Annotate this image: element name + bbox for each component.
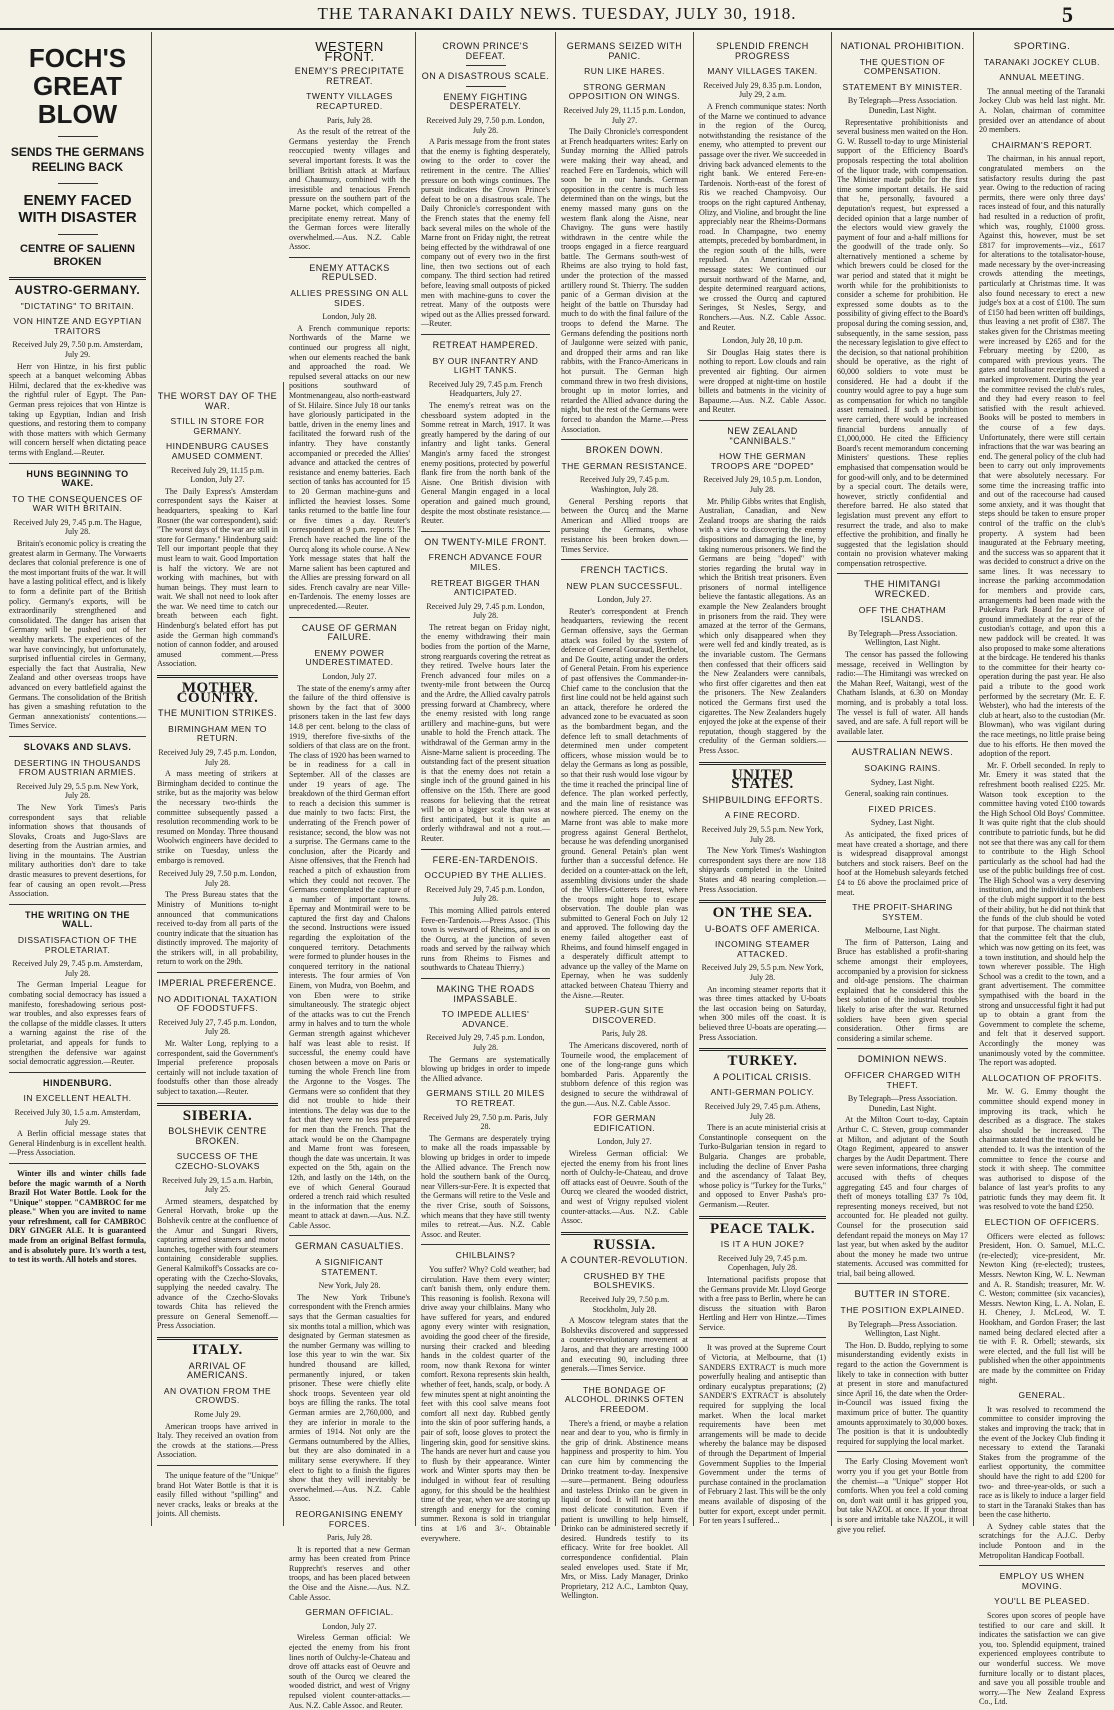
headline-splendid-progress: SPLENDID FRENCH PROGRESS — [716, 41, 809, 61]
subhead-bolshevik: SUCCESS OF THE CZECHO-SLOVAKS — [175, 1151, 260, 1171]
subhead-allocation: ALLOCATION OF PROFITS. — [982, 1072, 1102, 1083]
dateline: Received July 29, 7.45 p.m. London, July 28. — [158, 748, 277, 767]
dateline: Melbourne, Last Night. — [864, 926, 941, 936]
subhead-soaking: SOAKING RAINS. — [864, 762, 941, 773]
dateline: Received July 29, 11.15 p.m. London, July 27. — [170, 465, 265, 485]
subhead-resistance: THE GERMAN RESISTANCE. — [561, 460, 688, 471]
article-text: Armed steamers, despatched by General Horvath, broke up the Bolshevik centre at the confluence of the Amur and Sungari Rivers, capturing armed steamers and motor launches, together with four steamers containing considerable supplies. General Kalmikoff's Cossacks are co-operating with the Czecho-Slovaks, supplying the needed cavalry. The advance of the Czecho-Slovaks towards Chita has relieved the pressure on General Semenoff.—Press Association. — [157, 1196, 278, 1331]
subhead-officer-theft: OFFICER CHARGED WITH THEFT. — [844, 1070, 961, 1090]
subhead-villages-taken: MANY VILLAGES TAKEN. — [707, 66, 818, 77]
article-text: Representative prohibitionists and several business men waited on the Hon. G. W. Russell to-day to urge Ministerial support of the Efficiency Board's proposals respecting the total abolition of the liquor trade, with compensation. The Minister made public for the first time some important details. He said that he, personally, favoured a deputation's request, but expressed a decided opinion that a large number of the electors would view gravely the payment of four and a-half millions for the goodwill of the trade only. So alternatively mentioned a scheme by which brewers could be closed for the war period and stated that it might be worth while for the prohibitionists to consider a scheme for prohibition. He expressed some doubts as to the possibility of giving effect to the Board's proposal during the coming session, and, subsequently, in the same session, pass the necessary legislation to give effect to the decision, so that national prohibition should be operative, as the right of 60,000 soldiers to vote must be considered. He had a doubt if the country would agree to pay a huge sum as compensation for which no tangible asset remained. If such a prohibition were carried, there would be increased financial burdens annually of £1,000,000. He cited the Efficiency Board's recent memorandum concerning Ministers' questions. These replies emphasised that compensation would be for good-will only, and to be determined by a special court. The details were, however, strictly confidential and therefore barred. He also stated that legislation must prevent any effort to resurrect the trade, and also to make effective the prohibition, and finally he suggested that the legislation should contain no provision whatever making compensation retrospective. — [837, 117, 968, 568]
subhead-steamer: INCOMING STEAMER ATTACKED. — [715, 939, 810, 959]
section-siberia: SIBERIA. — [182, 1107, 253, 1124]
subhead-munition: BIRMINGHAM MEN TO RETURN. — [168, 723, 267, 744]
article-text: As anticipated, the fixed prices of meat have created a shortage, and there is widespread disapproval amongst butchers and stock raisers. Beef on the hoof at the Homebush saleyards fetched £4 to £6 above the proclaimed price of meat. — [837, 829, 968, 897]
dateline: Received July 29, 7.45 p.m. French Headquarters, July 27. — [428, 379, 543, 399]
dateline: Received July 29, 7.45 p.m. The Hague, July 28. — [13, 517, 142, 537]
article-text: A Moscow telegram states that the Bolsheviks discovered and suppressed a counter-revolutionary movement at Jaros, and that they are arresting 1000 and executing 90, including three generals.—Times Service. — [561, 1316, 688, 1374]
section-turkey: TURKEY. — [727, 1053, 798, 1070]
subhead-fine-record: A FINE RECORD. — [724, 810, 801, 821]
dateline: Received July 29, 5.5 p.m. New York, July 28. — [701, 824, 824, 844]
subhead-writing: DISSATISFACTION OF THE PROLETARIAT. — [17, 935, 138, 955]
dateline: By Telegraph—Press Association. Wellington, Last Night. — [847, 628, 958, 648]
article-text: The New York Times's Washington correspondent says there are now 118 shipyards completed in the United States and 48 nearing completion.—Press Association. — [699, 846, 826, 894]
dateline: Received July 29, 7.45 p.m. Copenhagen, July 28. — [717, 1253, 808, 1273]
dateline: Paris, July 28. — [326, 1533, 373, 1543]
article-text: It was resolved to recommend the committee to consider improving the stakes and improving the track; that in the event of the Jockey Club finding it necessary to extend the Taranaki Stakes from the programme of the earliest opportunity, the committee should have the right to add £200 for two- and three-year-olds, or such a race as is likely to induce a larger field to start in the Taranaki Stakes than has been the case hitherto. — [979, 1404, 1105, 1520]
headline-fochs-great-blow: FOCH'S GREAT BLOW — [28, 43, 127, 129]
subhead-imperial: NO ADDITIONAL TAXATION OF FOODSTUFFS. — [157, 993, 278, 1014]
column-6 — [694, 32, 832, 1526]
headline-counter-revolution: A COUNTER-REVOLUTION. — [561, 1255, 689, 1266]
headline-german-official: GERMAN OFFICIAL. — [305, 1607, 394, 1618]
subhead-annual-meeting: ANNUAL MEETING. — [999, 72, 1085, 83]
article-text: Reuter's correspondent at French headquarters, reviewing the recent German offensive, says the German attack was foiled by the system of defence of General Gouraud, Berthelot, and De Goutte, acting under the orders of General Petain. From his experience of past offensives the Commander-in-Chief came to the conclusion that the first line could not be held against such an attack, therefore he ordered the advanced zone to be evacuated as soon as the bombardment began, and the defence left to small detachments of determined men under competent officers, whose mission would be to delay the Germans as long as possible, so that their rush would lose vigour by the time it reached the principal line of defence. The plan worked perfectly, and the main line of resistance was nowhere pierced. The enemy on the Marne front was able to make more progress against General Berthelot, because he was defending unorganised ground. General Petain's plan went further than a successful defence. He decided on a counter-attack on the left, assembling divisions under the shade of the Villers-Cotterets forest, where the troops might hope to escape observation. The double plan was submitted to General Foch on July 12 and approved. The following day the enemy failed altogether east of Rheims, and found himself engaged in a desperately difficult attempt to advance up the valley of the Marne on Epernay, when he was suddenly attacked between Chateau Thierry and the Aisne.—Reuter. — [561, 606, 688, 1000]
article-text: The chairman, in his annual report, congratulated members on the satisfactory results during the past year. Owing to the reduction of racing permits, there were only three days' races instead of four, and this naturally had resulted in a reduction of profit, which was, roughly, £1000 gross. Against this, however, must be set £817 for improvements—viz., £617 for alterations to the totalisator-house, made necessary by the over-increasing crowds attending the meetings, particularly at Christmas time. It was also found necessary to erect a new judge's box at a cost of £100. The sum of £150 had been written off buildings, thus leaving a net profit of £387. The stakes given for the Christmas meeting were increased by £265 and for the February meeting by £200, as compared with previous years. The gates and totalisator receipts showed a marked improvement. During the year the committee revised the club's rules, and they had every reason to feel satisfied with the result achieved. Books will be posted to members in the course of a few days. Unfortunately, there were still certain infractions that the war was bearing an end. The general policy of the club had been to carry out only improvements that were absolutely necessary. For some time the increasing traffic into and out of the racecourse had caused some anxiety, and it was thought that steps should be taken to ensure proper control of the traffic on the club's property. A system had been inaugurated at the February meeting, and the success was so apparent that it was decided to construct a drive on the same lines. It was necessary to increase the parking accommodation for members and provide cars, arrangements had been made with the Pukekura Park Board for a piece of ground immediately at the rear of the custodian's cottage, and upon this a new paddock will be created. It was also proposed to make some alterations at the birdcage. He tendered his thanks to the committee for their hearty co-operation during the past year. He also paid a tribute to the good work performed by the secretary (Mr. E. F. Webster), who had the interests of the club at heart, also to the custodian (Mr. Blowman), who was vigilant during the race meetings, no little praise being due to his efforts. He then moved the adoption of the report. — [979, 154, 1105, 759]
headline-cannibals: NEW ZEALAND "CANNIBALS." — [727, 425, 798, 446]
section-italy: ITALY. — [192, 1342, 243, 1359]
subhead-dictating: "DICTATING" TO BRITAIN. — [20, 300, 135, 311]
dateline: Received July 29, 7.45 p.m. Washington, July 28. — [579, 475, 670, 494]
subhead-bigger: RETREAT BIGGER THAN ANTICIPATED. — [430, 577, 541, 598]
dateline: Received July 29, 7.45 p.m. London, July 28. — [426, 1033, 545, 1053]
dateline: Received July 29, 7.50 p.m. Paris, July 28. — [423, 1112, 548, 1132]
column-8 — [974, 32, 1110, 1707]
headline-fighting-desperately: ENEMY FIGHTING DESPERATELY. — [443, 91, 528, 112]
headline-dominion-news: DOMINION NEWS. — [857, 1054, 948, 1066]
article-text: A French communique reports: Northwards of the Marne we continued our progress all night, when our elements reached the bank and approached the road. We repulsed several attacks on our new positions southward of Montmenangeau, also north-eastward of St. Hilaire. Since July 18 our tanks have gloriously participated in the battle, driven in the enemy lines and facilitated the forward rush of the infantry. They have constantly accompanied or preceded the Allies' advance and attacked the centres of resistance and enemy batteries. Each section of tanks has accounted for 15 to 20 German machine-guns and inflicted the heaviest losses. Some tanks returned to the battle line four or five times a day. Reuter's correspondent at 9 p.m. reports: The French have reached the line of the Ourcq along its whole course. A New York message states that half the Marne salient has been captured and the Allies are pressing forward on all sides. French cavalry are near Ville-en-Tardenois. The enemy losses are unprecedented.—Reuter. — [289, 323, 410, 612]
section-peace-talk: PEACE TALK. — [710, 1220, 815, 1237]
subhead-wings: STRONG GERMAN OPPOSITION ON WINGS. — [568, 81, 681, 102]
article-text: The Hon. D. Buddo, replying to some misunderstanding evidently exists in regard to the action the Government is likely to take in connection with butter at present in store and manufactured since April 16, the date when the Order-in-Council was issued fixing the maximum price of butter. The quantity amounts approximately to 30,000 boxes. The position is that it is undoubtedly required for supplying the local market. — [837, 1340, 968, 1446]
section-austro-germany: AUSTRO-GERMANY. — [14, 283, 141, 297]
subhead-anti-german: ANTI-GERMAN POLICY. — [710, 1087, 815, 1098]
headline-writing: THE WRITING ON THE WALL. — [25, 909, 130, 930]
article-text: A Paris message from the front states that the enemy is fighting desperately, owing to the order to cover the retirement in the centre. The Allies' pressure on both wings continues. The pursuit indicates the Crown Prince's defeat to be on a disastrous scale. The Daily Chronicle's correspondent with the French states that the enemy fell back several miles on the whole of the Marne front on Friday night, the retreat being effected by the withdrawal of one company out of every two in the first line, then two sections out of each company. The third section had retired before, leaving small outposts of picked men with machine-guns to cover the retreat. Many of the outposts were wiped out as the Allies pressed forward.—Reuter. — [421, 137, 550, 329]
dateline: Received July 29, 7.45 p.m. Amsterdam, July 28. — [12, 959, 143, 978]
dateline: Received July 29, 11.15 p.m. London, July 27. — [563, 105, 686, 125]
article-text: The New York Times's Paris correspondent says that reliable information shows that thousands of Slovaks, Croats and Jugo-Slavs are deserting from the Austrian armies, and living in the mountains. The Austrian military authorities don't dare to take drastic measures to prevent desertions, for fear of causing an open revolt.—Press Association. — [9, 802, 146, 899]
dateline: Paris, July 28. — [326, 115, 373, 125]
headline-centre-broken: CENTRE OF SALIENN BROKEN — [20, 243, 135, 268]
subhead-chairmans-report: CHAIRMAN'S REPORT. — [991, 139, 1093, 150]
headline-enemy-disaster: ENEMY FACED WITH DISASTER — [18, 192, 137, 226]
headline-edification: FOR GERMAN EDIFICATION. — [593, 1113, 656, 1133]
subhead-fixed-prices: FIXED PRICES. — [868, 803, 937, 814]
headline-himitangi: THE HIMITANGI WRECKED. — [864, 579, 941, 601]
article-text: It is reported that a new German army has been created from Prince Rupprecht's reserves and other troops, and has been placed between the Oise and the Aisne.—Aus. N.Z. Cable Assoc. — [289, 1544, 410, 1602]
subhead-impede: TO IMPEDE ALLIES' ADVANCE. — [441, 1009, 530, 1029]
dateline: Received July 27, 7.45 p.m. London, July 28. — [158, 1017, 277, 1037]
headline-retreat-hampered: RETREAT HAMPERED. — [432, 340, 539, 351]
subhead-jockey-club: TARANAKI JOCKEY CLUB. — [984, 56, 1100, 67]
headline-slovaks: SLOVAKS AND SLAVS. — [23, 741, 132, 752]
dateline: By Telegraph—Press Association. Dunedin, Last Night. — [847, 1094, 958, 1113]
article-text: The Daily Express's Amsterdam correspondent says the Kaiser at headquarters, speaking to Karl Rosner (the war correspondent), said: "The worst days of the war are still in store for Germany." Hindenburg said: Tell our important people that they must learn to wait. Good Importation is half the victory. We are not working with machines, but with human beings. They must learn to wait. We shall not need to look after the war. We need time to catch our breath between each fight. Hindenburg's belated effort has put aside the German high command's notion of cannon fodder, and aroused amused comment.—Press Association. — [157, 486, 278, 669]
headline-imperial: IMPERIAL PREFERENCE. — [158, 978, 277, 989]
dateline: Received July 29, 7.50 p.m. London, July 28. — [158, 869, 277, 888]
headline-twenty-mile: ON TWENTY-MILE FRONT. — [424, 536, 547, 547]
article-text: The New York Tribune's correspondent with the French armies says that the German casualties for six months total a million, which was designated by German statesmen as the number Germany was willing to lose this year to win the war. Six hundred thousand are killed, permanently injured, or taken prisoner. These were chiefly elite shock troops. Seventeen year old boys are filling the ranks. The total German armies are 2,760,000, and they are inferior in morale to the armies of 1914. Not only are the Germans outnumbered by the Allies, but they are also dominated in a military sense everywhere. If they elect to fight to a finish the figures show that they will inevitably be overwhelmed.—Aus. N.Z. Cable Assoc. — [289, 1292, 410, 1504]
article-text: Wireless German official: We ejected the enemy from his front lines north of Oulchy-le-Chateau and drove off attacks east of Oeuvre and south of the Ourcq we cleared the wooded district, and west of Vrigny repulsed violent counter-attacks.—Aus. N.Z. Cable Assoc. and Reuter. — [289, 1633, 410, 1710]
headline-attacks-repulsed: ENEMY ATTACKS REPULSED. — [309, 262, 390, 283]
headline-cause-failure: CAUSE OF GERMAN FAILURE. — [301, 622, 398, 643]
advertisement-text: The Early Closing Movement won't worry you if you get your Bottle from the chemist—a "Unique" stopper Hot comforts. When you feel a cold coming on, don't wait until it has gripped you, but take NAZOL at once. If your throat is sore and irritable take NAZOL, it will give you relief. — [837, 1457, 968, 1534]
dateline: Received July 29, 1.5 a.m. Harbin, July 25. — [161, 1175, 274, 1195]
article-text: The Americans discovered, north of Tourneile wood, the emplacement of one of the long-range guns which bombarded Paris. Apparently the stubborn defence of this region was designed to secure the withdrawal of the gun.—Aus. N.Z. Cable Assoc. — [561, 1041, 688, 1108]
dateline: Received July 29, 7.45 p.m. London, July 28. — [426, 884, 545, 904]
headline-super-gun: SUPER-GUN SITE DISCOVERED. — [584, 1005, 665, 1025]
headline-sporting: SPORTING. — [1013, 41, 1071, 52]
article-text: The Germans are systematically blowing up bridges in order to impede the Allied advance. — [421, 1054, 550, 1083]
dateline: Sydney, Last Night. — [870, 818, 935, 828]
headline-bolshevik: BOLSHEVIK CENTRE BROKEN. — [168, 1126, 267, 1146]
column-1 — [4, 32, 152, 1526]
subhead-chatham: OFF THE CHATHAM ISLANDS. — [858, 604, 947, 625]
subhead-compensation: THE QUESTION OF COMPENSATION. — [859, 56, 946, 77]
advertisement-text: You suffer? Why? Cold weather; bad circulation. Have them every winter; can't banish them, only endure them. This reasoning is foolish. Rexona will drive away your chilblains. Many who have suffered for years, and endured agony every winter with resignation, avoiding the good cheer of the fireside, nursing their cracked and bleeding hands in the coldest quarter of the room, now thank Rexona for winter comfort. Rexona represents skin health, whether of feet, hands, scalp, or body. A few minutes spent at night anointing the feet with this cool salve means foot comfort all next day. Rubbed gently into the skin of poor suffering hands, a pair of soft, loose gloves to protect the lingering skin, good for sensitive skins. The hands are never hurt and cause you to flush by their appearance. Winter work and Winter sports may then be indulged in without fear of resulting agony, for this should be the healthiest time of the year, when we are storing up strength and energy for the coming summer. Rexona is sold in triangular tins at 1/6 and 3/-. Obtainable everywhere. — [421, 1264, 550, 1543]
subhead-profit-sharing: THE PROFIT-SHARING SYSTEM. — [852, 902, 953, 922]
article-text: General Pershing reports that between the Ourcq and the Marne American and Allied troops are pursuing the Germans, whose resistance his been broken down.—Times Service. — [561, 496, 688, 554]
subhead-general: GENERAL. — [1018, 1390, 1066, 1401]
article-text: As the result of the retreat of the Germans yesterday the French reoccupied twenty villages and several important forests. It was the brilliant British attack at Marfaux and Chaumuzy, combined with the irresistible and tenacious French pressure on the southern part of the Marne pocket, which compelled a precipitate enemy retreat. Many of the German forces were literally overwhelmed.—Aus. N.Z. Cable Assoc. — [289, 127, 410, 252]
headline-arrival: ARRIVAL OF AMERICANS. — [186, 1360, 248, 1381]
article-text: The firm of Patterson, Laing and Bruce has established a profit-sharing scheme amongst their employees, accompanied by a provision for sickness and old-age pensions. The chairman explained that he considered this the best solution of the industrial troubles likely to arise after the war. Returned soldiers have been given special consideration. Other firms are considering a similar scheme. — [837, 937, 968, 1043]
headline-prohibition: NATIONAL PROHIBITION. — [840, 41, 965, 52]
article-text: This morning Allied patrols entered Fere-en-Tardenois.—Press Assoc. (This town is westward of Rheims, and is on the Ourcq, at the junction of seven roads and served by the railway which runs from Rheims to Fismes and southwards to Chateau Thierry.) — [421, 905, 550, 973]
subhead-hindenburg-comment: HINDENBURG CAUSES AMUSED COMMENT. — [166, 441, 269, 461]
subhead-election: ELECTION OF OFFICERS. — [984, 1217, 1100, 1228]
dateline: Rome July 29. — [194, 1410, 241, 1420]
article-text: A Sydney cable states that the scratchings for the A.J.C. Derby include Pontoon and in the Metropolitan Handicap Football. — [979, 1521, 1105, 1560]
section-on-the-sea: ON THE SEA. — [712, 905, 813, 922]
headline-fere: FERE-EN-TARDENOIS. — [432, 854, 539, 865]
subhead-worst: STILL IN STORE FOR GERMANY. — [170, 416, 265, 436]
subhead-crushed: CRUSHED BY THE BOLSHEVIKS. — [583, 1270, 666, 1291]
dateline: London, July 27. — [322, 672, 377, 682]
article-text: Mr. Walter Long, replying to a correspondent, said the Government's Imperial preference proposals certainly will not include taxation of foodstuffs other than those already subject to taxation.—Reuter. — [157, 1039, 278, 1096]
column-2 — [152, 382, 284, 1526]
dateline: London, July 28, 10 p.m. — [722, 336, 803, 346]
section-russia: RUSSIA. — [593, 1236, 656, 1253]
column-7 — [832, 32, 974, 1534]
ad-headline-alcohol: THE BONDAGE OF ALCOHOL. DRINKS OFTEN FREEDOM. — [564, 1384, 685, 1414]
dateline: By Telegraph—Press Association. Wellington, Last Night. — [847, 1319, 958, 1339]
dateline: Received July 29, 10.5 p.m. London, July 28. — [703, 475, 822, 494]
ad-subhead-pleased: YOU'LL BE PLEASED. — [994, 1596, 1090, 1607]
subhead-occupied: OCCUPIED BY THE ALLIES. — [424, 870, 547, 881]
headline-reorganising: REORGANISING ENEMY FORCES. — [295, 1508, 404, 1529]
headline-roads: MAKING THE ROADS IMPASSABLE. — [436, 984, 535, 1004]
article-text: There is an acute ministerial crisis at Constantinople consequent on the Turko-Bulgarian tension in regard to Bulgaria. Changes are probable, including the decline of Enver Pasha and the ascendancy of Talaat Bey, whose policy is "Turkey for the Turks," and opposed to Enver Pasha's pro-Germanism.—Reuter. — [699, 1123, 826, 1209]
article-text: The state of the enemy's army after the failure of the third offensive is shown by the fact that of 3000 prisoners taken in the last few days 14.8 per cent. belong to the class of 1919, therefore five-sixths of the soldiers of that class are on the front. The class of 1920 has been warned to be in readiness for a call in September. All of the classes are under 19 years of age. The breakdown of the third German effort to reach a decision this summer is due mainly to two facts: First, the underrating of the French power of resistance; second, the blow was not a surprise. The Germans came to the conclusion, after the Picardy and Aisne offensives, that the French had reached a pitch of exhaustion from which they could not recover. The Germans contemplated the capture of a number of important towns. Epernay and Montmirail were to be captured the first day and Chalons the second. Instructions were issued regarding the exploitation of the conquered territory. Detachments were formed to plunder houses in the conquered territory in the national interests. The four armies of Von Einem, von Mudra, von Boehm, and von Eben were to strike simultaneously. The strategic object of the attacks was to cut the French army in halves and to turn the whole German strength against whichever half was least able to resist. If successful, the enemy could have chosen between a move on Paris or turning the whole French line from the Argonne to the Vosges. The Germans were so confident that they did not trouble to hide their intentions. The delay was due to the fact that they were no less prepared for men than the French. That the attack would be on the Champagne and Marne front was foreseen, though the date was uncertain. It was expected on the 5th, again on the 12th, and lastly on the 14th, on the eve of which General Gouraud ordered a trench raid which resulted in the information that the enemy meant to attack at dawn.—Aus. N.Z. Cable Assoc. — [289, 683, 410, 1230]
subhead-twenty-miles: GERMANS STILL 20 MILES TO RETREAT. — [426, 1088, 545, 1108]
article-text: Officers were elected as follows: President, Hon. O. Samuel, M.L.C. (re-elected); vice-president, Mr. Newton King (re-elected); trustees, Messrs. Newton King, W. L. Newman and A. R. Standish; treasurer, Mr. W. C. Weston; committee (six vacancies), Messrs. Newton King, L. A. Nolan, E. H. Cheney, J. McLeod, W. T. Hookham, and Gordon Fraser; the last named being declared elected after a tie with F. R. Orbell; stewards, six were elected, and the full list will be published when the other appointments are made by the committee on Friday night. — [979, 1231, 1105, 1385]
subhead-significant: A SIGNIFICANT STATEMENT. — [315, 1257, 384, 1277]
advertisement-text: Winter ills and winter chills fade before the magic warmth of a North Brazil Hot Water Bottle. Look for the "Unique" stopper. "CAMBROC for me please." When you are invited to name your refreshment, call for CAMBROC DRY GINGER ALE. It is guaranteed made from an original Belfast formula, and is absolutely pure. It's worth a test, to test its worth. All hotels and stores. — [9, 1168, 146, 1265]
headline-worst-day: THE WORST DAY OF THE WAR. — [157, 391, 278, 411]
column-5 — [556, 32, 694, 1601]
dateline: Received July 29, 7.45 p.m. London, July 28. — [426, 601, 545, 621]
dateline: Received July 29, 7.50 p.m. London, July 28. — [426, 115, 545, 135]
article-text: Mr. F. Orbell seconded. In reply to Mr. Emery it was stated that the refreshment booth realised £225. Mr. Watson took exception to the committee having voted £100 towards the High School Old Boys' Committee. It was quite right that the club should contribute to patriotic funds, but he did not see that there was any call for them to contribute to the High School particularly as the school had had the use of the public buildings free of cost. The High School was a very deserving institution, and the individual members of the club might support it to the best of their ability, but he did not think that the funds of the club should be voted for that purpose. The chairman stated that the committee felt that the club, which was now getting on its feet, was a town institution, and should help the town wherever possible. The High School was a credit to the town, and a grant advertisement. The committee sympathised with the board in the strong and unsuccessful fight it had put up to obtain a grant from the Government to complete the scheme, and felt that it deserved support. Accordingly the money was unanimously voted by the committee. The report was adopted. — [979, 760, 1105, 1068]
dateline: Paris, July 28. — [601, 1029, 648, 1039]
headline-german-casualties: GERMAN CASUALTIES. — [295, 1241, 404, 1252]
dateline: Received July 29, 7.50 p.m. Stockholm, July 28. — [579, 1295, 670, 1314]
article-text: The censor has passed the following message, received in Wellington by radio:—The Himitangi was wrecked on the Mahan Reef, Waitangi, west of the Chatham Islands, at 6.30 on Monday morning, and is probably a total loss. The vessel is full of water. All hands saved, and are safe. A full report will be available later. — [837, 650, 968, 736]
headline-australian-news: AUSTRALIAN NEWS. — [851, 747, 954, 759]
advertisement-text: Scores upon scores of people have testified to our care and skill. It indicates the satisfaction we can give you, too. Splendid equipment, trained experienced employees contribute to our wonderful success. We move furniture locally or to distant places, and save you all possible trouble and worry.—The New Zealand Express Co., Ltd. — [979, 1611, 1105, 1707]
subhead-huns: TO THE CONSEQUENCES OF WAR WITH BRITAIN. — [12, 493, 143, 514]
section-united-states: UNITED STATES. — [731, 766, 794, 793]
article-text: Herr von Hintze, in his first public speech at a banquet welcoming Abbas Hilmi, declared that the ex-khedive was the rightful ruler of Egypt. The Pan-German press rejoices that von Hintze is taking up Egyptian, Indian and Irish questions, and restoring them to company with those matters with which Germany will concern herself when dictating peace terms with England.—Reuter. — [9, 361, 146, 457]
headline-political-crisis: A POLITICAL CRISIS. — [713, 1071, 812, 1082]
dateline: Received July 29, 7.50 p.m. Amsterdam, July 29. — [12, 340, 143, 359]
dateline: London, July 28. — [322, 312, 377, 322]
headline-sends-germans: SENDS THE GERMANS REELING BACK — [10, 145, 145, 174]
dateline: By Telegraph—Press Association. Dunedin, Last Night. — [847, 96, 958, 115]
dateline: London, July 27. — [597, 1137, 652, 1147]
headline-butter: BUTTER IN STORE. — [854, 1289, 951, 1301]
article-text: Mr. Philip Gibbs writes that English, Australian, Canadian, and New Zealand troops are sharing the raids with a view to discovering the enemy dispositions and damaging the line, by taking numerous prisoners. We find the Germans are being "doped" with stories regarding the brutal way in which the British treat prisoners. Even prisoners of normal intelligence believe the fantastic allegations. As an example the New Zealanders brought in prisoners from the raid. They were amazed at the terror of the Germans, which only disappeared when they were well fed and kindly treated, as is the invariable custom. The Germans then confessed that their officers said the New Zealanders were cannibals, who first offer cigarettes and then eat the prisoners. The New Zealanders noticed the Germans first used the cigarettes. The New Zealanders hugely enjoyed the joke at the expense of their reputation, though staggered by the credulity of the German soldiers.—Press Assoc. — [699, 496, 826, 755]
section-mother-country: MOTHER COUNTRY. — [176, 680, 259, 706]
ad-headline-chilblains: CHILBLAINS? — [455, 1250, 516, 1261]
headline-uboats: U-BOATS OFF AMERICA. — [704, 923, 821, 934]
article-text: International pacifists propose that the Germans provide Mr. Lloyd George with a free pass to Berlin, where he can discuss the situation with Baron Hertling and Herr von Hintze.—Times Service. — [699, 1274, 826, 1332]
subhead-hampered: BY OUR INFANTRY AND LIGHT TANKS. — [432, 355, 539, 376]
article-text: A French communique states: North of the Marne we continued to advance in the region of the Ourcq, notwithstanding the resistance of the enemy, who attempted to prevent our passage over the river. We succeeded in driving back advanced elements to the right bank. We entered Fere-en-Tardenois. North-east of the forest of Ris we reached Champvoisy. Our troops on the right captured Anthenay, Olizy, and Violine, and brought the line appreciably near the Rheims-Dormans road. In Champagne, two enemy attempts, preceded by bombardment, in the region south of the hills, were repulsed. An American official message states: We continued our pursuit northward of the Marne, and, despite determined rearguard actions, we crossed the Ourcq and captured Seringes, St Nesles, Sergy, and Ronchers.—Aus. N.Z. Cable Assoc. and Reuter. — [699, 101, 826, 332]
masthead-title: THE TARANAKI DAILY NEWS. TUESDAY, JULY 30, 1918. — [317, 4, 797, 23]
subhead-slovaks: DESERTING IN THOUSANDS FROM AUSTRIAN ARMIES. — [14, 757, 141, 778]
masthead — [0, 0, 1114, 30]
dateline: London, July 27. — [322, 1621, 377, 1631]
subhead-underestimated: ENEMY POWER UNDERESTIMATED. — [305, 647, 394, 668]
article-text: Sir Douglas Haig states there is nothing to report. Low clouds and rain prevented air fighting. Our airmen were dropped at night-time on hostile billets and batments in the vicinity of Bapaume.—Aus. N.Z. Cable Assoc. and Reuter. — [699, 347, 826, 415]
subhead-disastrous: ON A DISASTROUS SCALE. — [421, 71, 550, 82]
subhead-statement: STATEMENT BY MINISTER. — [842, 81, 963, 92]
article-text: At the Milton Court to-day, Captain Arthur C. C. Steven, group commander at Milton, and adjutant of the South Otago Regiment, appeared to answer charges by the Audit Department. There were seven informations, three charging accused with thefts of cheques aggregating £45 and four charges of theft of moneys totalling £37 7s 10d, representing moneys received, but not accounted for. He pleaded not guilty. Counsel for the prosecution said defendant repaid the moneys on May 17 last year, but when asked by the auditor about the money he made two untrue statements. Accused was committed for trial, bail being allowed. — [837, 1115, 968, 1278]
headline-panic: GERMANS SEIZED WITH PANIC. — [566, 41, 683, 61]
article-text: An incoming steamer reports that it was three times attacked by U-boats the last occasion being on Saturday, when 300 miles off the coast. It is believed three U-boats are operating.—Press Association. — [699, 984, 826, 1042]
article-text: The German Imperial League for combating social democracy has issued a manifesto, foreshadowing serious post-war troubles, and also expresses fears of the collapse of the middle classes. It utters a warning against the rise of the proletariat, and appeals for funds to strengthen the defensive war against social democratic aggression.—Reuter. — [9, 980, 146, 1067]
advertisement-text: The unique feature of the "Unique" brand Hot Water Bottle is that it is easily filled without "spilling" and never cracks, leaks or breaks at the joints. All chemists. — [157, 1471, 278, 1519]
headline-hindenburg: HINDENBURG. — [42, 1077, 112, 1088]
subhead-hun-joke: IS IT A HUN JOKE? — [720, 1239, 805, 1250]
subhead-position: THE POSITION EXPLAINED. — [840, 1305, 965, 1316]
subhead-allies-pressing: ALLIES PRESSING ON ALL SIDES. — [290, 288, 409, 308]
subhead-doped: HOW THE GERMAN TROOPS ARE "DOPED" — [711, 451, 814, 471]
dateline: Received July 29, 5.5 p.m. New York, July 28. — [16, 781, 139, 801]
subhead-hintze: VON HINTZE AND EGYPTIAN TRAITORS — [13, 316, 142, 336]
headline-munition: THE MUNITION STRIKES. — [157, 708, 277, 719]
page-number: 5 — [1062, 2, 1074, 27]
subhead-new-plan: NEW PLAN SUCCESSFUL. — [566, 580, 683, 591]
article-text: American troops have arrived in Italy. They received an ovation from the crowds at the stations.—Press Association. — [157, 1421, 278, 1460]
subhead-hindenburg: IN EXCELLENT HEALTH. — [23, 1093, 132, 1104]
article-text: The Daily Chronicle's correspondent at French headquarters writes: Early on Sunday morning the Allied patrols were making their way ahead, and reached Fere en Tardenois, which will soon be in our hands. German opposition in the centre is much less determined than on the wings, but the enemy massed many guns on the western flank along the Aisne, near Chavigny. The guns were hastily withdrawn in the centre while the troops engaged in a fierce rearguard battle. The Germans south-west of Rheims are also trying to hold fast, under the protection of the massed artillery round St. Thierry. The sudden panic of a German division at the height of the battle on Thursday had much to do with the final failure of the troops to defend the Marne. The Germans defending the positions north of Jaulgonne were seized with panic, and dropped their arms and ran like rabbits, with the Franco-Americans in hot pursuit. The German high command threw in two fresh divisions, brought up in motor lorries, and retarded the Allied advance during the night, but the rest of the Germans were forced to abandon the Marne.—Press Association. — [561, 127, 688, 434]
column-4 — [416, 32, 556, 1543]
article-text: The Press Bureau states that the Ministry of Munitions to-night announced that communications received to-day from all parts of the country indicate that the situation has distinctly improved. The majority of the strikers will, in all probability, return to work on the 29th. — [157, 890, 278, 967]
article-text: A mass meeting of strikers at Birmingham decided to continue the strike, but as the majority was below the necessary two-thirds the committee subsequently passed a resolution recommending work to be resumed on Monday. Three thousand Woolwich engineers have decided to strike on Tuesday, unless the embargo is removed. — [157, 769, 278, 865]
headline-broken-down: BROKEN DOWN. — [585, 445, 664, 456]
column-3 — [284, 32, 416, 1710]
article-text: The annual meeting of the Taranaki Jockey Club was held last night. Mr. A. Nolan, chairman of committee presided over an attendance of about 20 members. — [979, 86, 1105, 135]
dateline: Sydney, Last Night. — [870, 777, 935, 787]
subhead-villages: TWENTY VILLAGES RECAPTURED. — [306, 91, 393, 111]
advertisement-text: There's a friend, or maybe a relation near and dear to you, who is firmly in the grip of drink. Abstinence means happiness and prosperity to him. You can cure him by commencing the Drinko treatment to-day. Inexpensive—sure—permanent. Being odourless and tasteless Drinko can be given in liquid or food. It will not harm the most delicate constitution. Even if patient is unwilling to help himself, Drinko can be administered secretly if desired. Hundreds testify to its efficacy. Write for free booklet. All correspondence confidential. Plain sealed envelopes used. State if Mr, Mrs, or Miss. Lady Manager, Drinko Proprietary, 212 A.C., Lambton Quay, Wellington. — [561, 1418, 688, 1601]
dateline: London, July 27. — [597, 595, 652, 605]
subhead-hares: RUN LIKE HARES. — [584, 66, 665, 77]
article-text: The Germans are desperately trying to make all the roads impassable by blowing up bridges in order to impede the Allied advance. The French now hold the southern bank of the Ourcq, near Villers-sur-Fere. It is expected that the Germans will retire to the Vesle and the river Crise, south of Soissons, which means that they have still twenty miles to retreat.—Aus. N.Z. Cable Assoc. and Reuter. — [421, 1133, 550, 1239]
dateline: Received July 29, 7.45 p.m. Athens, July 28. — [704, 1102, 821, 1121]
section-western-front: WESTERN FRONT. — [315, 39, 384, 64]
dateline: New York, July 28. — [318, 1281, 381, 1291]
article-text: General, soaking rain continues. — [845, 789, 949, 799]
dateline: Received July 29, 5.5 p.m. New York, July 28. — [701, 963, 824, 983]
article-text: Britain's economic policy is creating the greatest alarm in Germany. The Vorwaerts declares that colonial preference is one of the most important fruits of the war. It will have a lasting political effect, and is likely to form a definite part of the British policy. Germany's exports, will be extraordinarily strengthened and consolidated. The danger has arisen that Germany will be pushed out of her wealthy markets. The experiences of the war have convincingly, but unfortunately, surprised influential circles in Germany, especially the fact that Australia, New Zealand and other overseas troops have advanced on every battlefield against the Germans. The consolidation of the British has given a smashing refutation to the German annexationists' contentions.—Times Service. — [9, 539, 146, 731]
headline-shipbuilding: SHIPBUILDING EFFORTS. — [702, 794, 823, 805]
dateline: Received July 30, 1.5 a.m. Amsterdam, July 29. — [14, 1107, 141, 1127]
subhead-arrival: AN OVATION FROM THE CROWDS. — [163, 1385, 272, 1406]
article-text: The enemy's retreat was on the chessboard system adopted in the Somme retreat in March, 1917. It was greatly hampered by the daring of our infantry and light tanks. General Mangin's army faced the strongest enemy positions, protected by powerful flank fire from the north bank of the Aisne. One British division with General Mangin engaged in a local operation and gained much ground, despite the most obstinate resistance.—Reuter. — [421, 401, 550, 526]
article-text: Wireless German official: We ejected the enemy from his front lines north of Oulchy-le-Chateau, and drove off attacks east of Oeuvre. South of the Ourcq we cleared the wooded district, and west of Vrigny repulsed violent counter-attacks.—Aus. N.Z. Cable Assoc. — [561, 1148, 688, 1226]
article-text: The retreat began on Friday night, the enemy withdrawing their main bodies from the portion of the Marne, strong rearguards covering the retreat as they retired. Twelve hours later the French advanced four miles on a twenty-mile front between the Ourcq and the Ardre, the Allied cavalry patrols pressing forward at Chambrecy, where the enemy resisted with long range artillery and machine-guns, but were unable to hold the French attack. The withdrawal of the German army in the Aisne-Marne salient is proceeding. The outstanding fact of the present situation is that the enemy does not retain a single inch of the ground gained in his offensive on the 15th. There are good reasons for believing that the retreat will be on a bigger scale than was at first anticipated, but it is quite an orderly withdrawal and not a rout.—Reuter. — [421, 622, 550, 843]
article-text: A Berlin official message states that General Hindenburg is in excellent health.—Press Association. — [9, 1129, 146, 1158]
headline-crown-prince: CROWN PRINCE'S DEFEAT. — [442, 41, 529, 61]
subhead-precipitate: ENEMY'S PRECIPITATE RETREAT. — [294, 66, 405, 86]
ad-headline-moving: EMPLOY US WHEN MOVING. — [999, 1571, 1085, 1591]
subhead-four-miles: FRENCH ADVANCE FOUR MILES. — [428, 552, 543, 572]
dateline: Received July 29, 8.35 p.m. London, July 29, 2 a.m. — [703, 80, 822, 100]
article-text: Mr. W. G. Emmy thought the committee should expend money in improving its track, which he described as a disgrace. The stakes also should be increased. The chairman stated that the track would be attended to. It was the intention of the committee to fence the course and stock it with sheep. The committee was authorised to dispose of the balance of last year's profits to any patriotic funds they may deem fit. It was resolved to vote the band £250. — [979, 1087, 1105, 1212]
headline-huns: HUNS BEGINNING TO WAKE. — [26, 468, 129, 489]
advertisement-text: It was proved at the Supreme Court of Victoria, at Melbourne, that (1) SANDERS EXTRACT is much more powerfully healing and antiseptic than ordinary eucalyptus preparations; (2) SANDER'S EXTRACT is absolutely required for supplying the local market. When the local market requirements have been met arrangements will be made to decide whereby the balance may be disposed of through the Department of Imperial Government Supplies to the Imperial Government under the terms of purchase contained in the proclamation of February 2 last. This will be the only means available of disposing of the butter for export, except under permit. For ten years I suffered... — [699, 1343, 826, 1526]
headline-french-tactics: FRENCH TACTICS. — [580, 565, 669, 576]
